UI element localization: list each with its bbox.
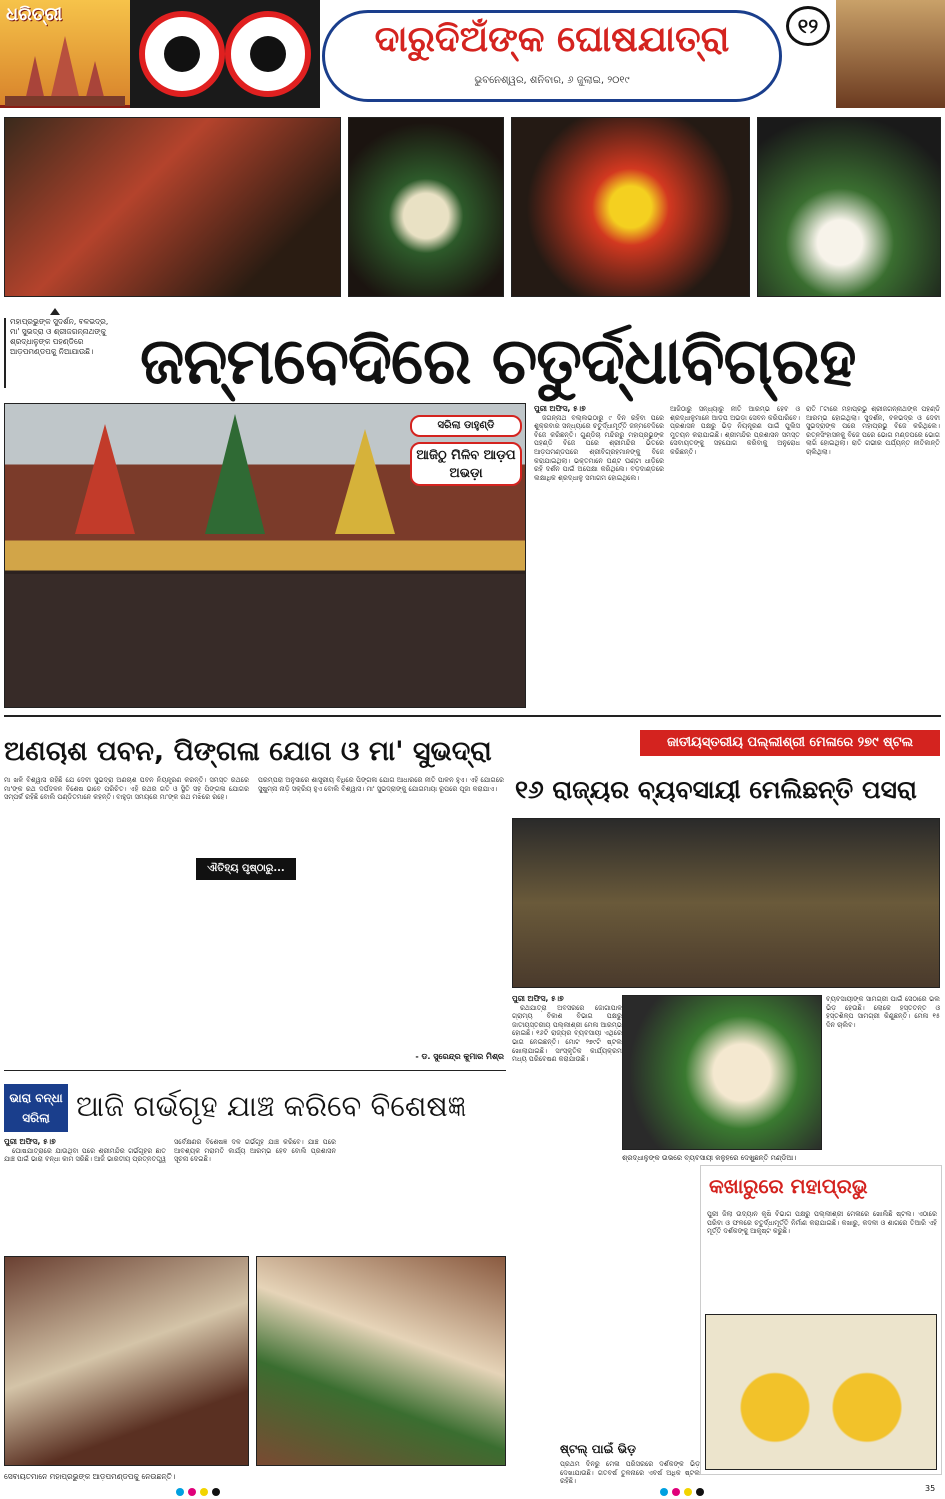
folio: 35	[925, 1484, 936, 1493]
paper-name: ଧରିତ୍ରୀ	[6, 4, 63, 25]
registration-marks	[0, 1485, 945, 1497]
page-number: ୧୨	[786, 6, 830, 46]
photo-caption: ମହାପ୍ରଭୁଙ୍କ ସୁଦର୍ଶନ, ବଳଭଦ୍ର, ମା' ସୁଭଦ୍ରା ଓ ଶ୍ରୀଜଗନ୍ନାଥଙ୍କୁ ଶ୍ରଦ୍ଧାଳୁଙ୍କ ପହଣ୍ଡିରେ ଆଡ଼ପମଣ୍ଡପକୁ ନିଆଯାଉଛି।	[4, 318, 116, 388]
photo-jagannath-pahandi	[757, 117, 941, 297]
jagannath-eyes-graphic	[130, 0, 320, 108]
bottom-photo-caption: ସେବାୟତମାନେ ମହାପ୍ରଭୁଙ୍କ ଆଡ଼ପମଣ୍ଡପକୁ ନେଉଛନ୍ତି।	[4, 1472, 176, 1481]
story5-headline: କଖାରୁରେ ମହାପ୍ରଭୁ	[709, 1174, 868, 1198]
story4-body: ପୁରୀ ଅଫିସ, ୫।୭ ରଥଯାତ୍ରା ଅବସରରେ ଜୋଗାପାଳ ଗ୍ରାମ୍ୟ ବିକାଶ ବିଭାଗ ପକ୍ଷରୁ ଜାତୀୟସ୍ତରୀୟ ପଲ୍ଲୀଶ୍ରୀ ମେଳା ଆରମ୍ଭ ହୋଇଛି। ୧୬ଟି ରାଜ୍ୟର ବ୍ୟବସାୟୀ ଏଥିରେ ଭାଗ ନେଇଛନ୍ତି। ମୋଟ ୨୭୯ଟି ଷ୍ଟଲ ଖୋଲାଯାଇଛି। ସାଂସ୍କୃତିକ କାର୍ଯ୍ୟକ୍ରମ ମଧ୍ୟ ପରିବେଷଣ କରାଯାଉଛି।	[512, 995, 622, 1064]
story2-column-2: ପରମ୍ପରା ଅନୁସାରେ ଶାସ୍ତ୍ରୀୟ ବିଧିରେ ପିଙ୍ଗଳା ଯୋଗ ଆଧାରରେ ନୀତି ପାଳନ ହୁଏ। ଏହି ଯୋଗରେ ସୁଷୁମ୍ନା ନାଡ଼ି ସକ୍ରିୟ ହୁଏ ବୋଲି ବିଶ୍ୱାସ। ମା' ସୁଭଦ୍ରାଙ୍କୁ ଯୋଗମାୟା ରୂପରେ ପୂଜା କରାଯାଏ।	[258, 776, 504, 793]
story4-headline: ୧୬ ରାଜ୍ୟର ବ୍ୟବସାୟୀ ମେଲିଛନ୍ତି ପସରା	[515, 775, 917, 804]
photo-crowd-carrying-deity	[4, 117, 341, 297]
story3-body: ପୁରୀ ଅଫିସ, ୫।୭ ଘୋଷଯାତ୍ରାରେ ଯାଉଥିବା ପରେ ଶ୍ରୀମନ୍ଦିର ଗର୍ଭଗୃହର ଛାତ ଯାଞ୍ଚ ପାଇଁ ଭାରା ବନ୍ଧା କାମ ସରିଛି। ଆଜି ଭାରତୀୟ ପ୍ରତ୍ନତତ୍ତ୍ୱ ସର୍ବେକ୍ଷଣର ବିଶେଷଜ୍ଞ ଦଳ ଗର୍ଭଗୃହ ଯାଞ୍ଚ କରିବେ। ଯାଞ୍ଚ ପରେ ଆବଶ୍ୟକ ମରାମତି କାର୍ଯ୍ୟ ଆରମ୍ଭ ହେବ ବୋଲି ପ୍ରଶାସନ ସୂଚନା ଦେଇଛି।	[4, 1138, 336, 1164]
byline: ପୁରୀ ଅଫିସ, ୫।୭	[4, 1138, 56, 1146]
photo-servitors-with-idol-2	[256, 1256, 506, 1466]
story3-tag: ଭାରା ବନ୍ଧା ସରିଲା	[4, 1084, 68, 1132]
chariot-image	[836, 0, 945, 108]
kicker-box-2: ଆଜିଠୁ ମିଳିବ ଆଡ଼ପ ଅଭଡ଼ା	[410, 442, 522, 486]
temple-icon	[5, 26, 125, 106]
story4-subhead-body: ପ୍ରଥମ ଦିନରୁ ମେଳା ପରିସରରେ ଦର୍ଶକଙ୍କ ଭିଡ଼ ଦେଖାଯାଉଛି। ଗତବର୍ଷ ତୁଳନାରେ ଏବର୍ଷ ଅଧିକ ଷ୍ଟଲ ରହିଛି।	[560, 1460, 700, 1486]
story2-subhead: ଐତିହ୍ୟ ପୃଷ୍ଠାରୁ...	[196, 858, 296, 880]
story4-subhead: ଷ୍ଟଲ୍ ପାଇଁ ଭିଡ଼	[560, 1442, 636, 1456]
lead-column-3: ରାତି ୮ଟାରେ ମହାପ୍ରଭୁ ଶ୍ରୀଜଗନ୍ନାଥଙ୍କ ପହଣ୍ଡି ଆରମ୍ଭ ହୋଇଥିଲା। ସୁଦର୍ଶନ, ବଳଭଦ୍ର ଓ ଦେବୀ ସୁଭଦ୍ରାଙ୍କ ପରେ ମହାପ୍ରଭୁ ବିଜେ କରିଥିଲେ। ରତ୍ନସିଂହାସନକୁ ବିଜେ ପରେ ଭୋଗ ମଣ୍ଡପରେ ଭୋଗ ଲାଗି ହୋଇଥିଲା। ରାତି ଗଭୀର ପର୍ଯ୍ୟନ୍ତ ନୀତିକାନ୍ତି ଚାଲିଥିଲା।	[806, 405, 940, 456]
photo-pumpkin-deities	[705, 1314, 937, 1470]
temple-logo	[0, 0, 130, 108]
photo-servitors-with-idol-1	[4, 1256, 249, 1466]
photo-balabhadra-pahandi	[348, 117, 504, 297]
photo-subhadra-pahandi	[511, 117, 750, 297]
caption-arrow-icon	[50, 308, 60, 315]
story4-photo-caption: ଶ୍ରଦ୍ଧାଳୁଙ୍କ ଉଭରେ ବ୍ୟବସାୟୀ କଳୁହରେ ଦେଖୁଛନ୍ତି ମଣ୍ଡିଆ।	[622, 1154, 797, 1162]
dateline: ଭୁବନେଶ୍ୱର, ଶନିବାର, ୬ ଜୁଲାଇ, ୨୦୧୯	[474, 75, 630, 86]
story4-banner: ଜାତୀୟସ୍ତରୀୟ ପଲ୍ଲୀଶ୍ରୀ ମେଳାରେ ୨୭୯ ଷ୍ଟଲ	[640, 730, 940, 756]
story4-body-right: ବ୍ୟବସାୟୀଙ୍କ ସାମଗ୍ରୀ ପାଇଁ ସେଠାରେ ଭଲ ଭିଡ଼ ହେଉଛି। ଲୋକେ ହସ୍ତତନ୍ତ ଓ ହସ୍ତଶିଳ୍ପ ସାମଗ୍ରୀ କିଣୁଛନ୍ତି। ମେଳା ୧୫ ଦିନ ଚାଲିବ।	[826, 995, 940, 1029]
story5-box: କଖାରୁରେ ମହାପ୍ରଭୁ ପୁରୀ ଜିଲା ଉଦ୍ୟାନ କୃଷି ବିଭାଗ ପକ୍ଷରୁ ପଲ୍ଲୀଶ୍ରୀ ମେଳାରେ ଖୋଲିଛି ଷ୍ଟଲ। ଏଠାରେ ପରିବା ଓ ଫଳରେ ଚତୁର୍ଦ୍ଧାମୂର୍ତ୍ତି ନିର୍ମାଣ କରାଯାଇଛି। କଖାରୁ, କଦଳୀ ଓ ଶାଗରେ ତିଆରି ଏହି ମୂର୍ତ୍ତି ଦର୍ଶକଙ୍କୁ ଆକୃଷ୍ଟ କରୁଛି।	[700, 1165, 942, 1475]
masthead	[0, 0, 945, 112]
story2-author: - ଡ. ସୁରେନ୍ଦ୍ର କୁମାର ମିଶ୍ର	[415, 1052, 504, 1061]
lead-column-1: ପୁରୀ ଅଫିସ, ୫।୭ ଜଗନ୍ନାଥ ବଲ୍ଲଭଠାରୁ ୯ ଦିନ ରହିବା ପରେ ଶୁକ୍ରବାର ସନ୍ଧ୍ୟାରେ ଚତୁର୍ଦ୍ଧାମୂର୍ତ୍ତି ଜନ୍ମବେଦିରେ ବିଜେ କରିଛନ୍ତି। ଗୁଣ୍ଡିଚା ମନ୍ଦିରରୁ ମହାପ୍ରଭୁଙ୍କ ପହଣ୍ଡି ବିଜେ ପରେ ଶ୍ରୀମନ୍ଦିର ଭିତରେ ଆଡ଼ପମଣ୍ଡପରେ ଶ୍ରୀବିଗ୍ରହମାନଙ୍କୁ ବିଜେ କରାଯାଇଥିଲା। ଭକ୍ତମାନେ ଘଣ୍ଟ ଘଣ୍ଟା ଧାଡ଼ିରେ ରହି ଦର୍ଶନ ପାଇଁ ଅପେକ୍ଷା କରିଥିଲେ। ବଡ଼ଦାଣ୍ଡରେ ଲକ୍ଷାଧିକ ଶ୍ରଦ୍ଧାଳୁ ସମାଗମ ହୋଇଥିଲେ।	[534, 405, 664, 482]
kicker-box-1: ସରିଲା ଡାହୁଣ୍ଡି	[410, 415, 522, 437]
lead-headline: ଜନ୍ମବେଦିରେ ଚତୁର୍ଦ୍ଧାବିଗ୍ରହ	[140, 325, 856, 399]
byline: ପୁରୀ ଅଫିସ, ୫।୭	[512, 995, 564, 1003]
lead-column-2: ଆଜିଠାରୁ ସନ୍ଧ୍ୟାରୁ ନୀତି ଆରମ୍ଭ ହେବ ଓ ଶ୍ରଦ୍ଧାଳୁମାନେ ଆଡ଼ପ ଅଭଡ଼ା ସେବନ କରିପାରିବେ। ପ୍ରଶାସନ ପକ୍ଷରୁ ଭିଡ଼ ନିୟନ୍ତ୍ରଣ ପାଇଁ ପୁଲିସ ମୁତୟନ କରାଯାଇଛି। ଶ୍ରୀମନ୍ଦିର ପ୍ରଶାସନ ସମସ୍ତ ସେବାୟତଙ୍କୁ ସହଯୋଗ କରିବାକୁ ଅନୁରୋଧ କରିଛନ୍ତି।	[670, 405, 800, 456]
byline: ପୁରୀ ଅଫିସ, ୫।୭	[534, 405, 586, 413]
story2-column-1: ମା ଖଳି ବିଶ୍ୱାସ ରହିଛି ଯେ ଦେବୀ ସୁଭଦ୍ରା ଅଣଚାଶ ପବନ ନିୟନ୍ତ୍ରଣ କରନ୍ତି। ସମସ୍ତ ରଥରେ ମା'ଙ୍କ ରଥ ଦର୍ପଦଳନ ବିଶେଷ ଭାବେ ପରିଚିତ। ଏହି ରଥର ଗତି ଓ ସ୍ଥିତି ସହ ପିଙ୍ଗଳା ଯୋଗର ସମ୍ପର୍କ ରହିଛି ବୋଲି ପଣ୍ଡିତମାନେ କହନ୍ତି। ବାହୁଡ଼ା ସମୟରେ ମା'ଙ୍କ ରଥ ମଝିରେ ରହେ।	[4, 776, 249, 802]
photo-vegetable-deity-stall	[622, 995, 822, 1150]
story2-headline: ଅଣଚାଶ ପବନ, ପିଙ୍ଗଳା ଯୋଗ ଓ ମା' ସୁଭଦ୍ରା	[4, 736, 492, 767]
story3-headline: ଆଜି ଗର୍ଭଗୃହ ଯାଞ୍ଚ କରିବେ ବିଶେଷଜ୍ଞ	[76, 1089, 467, 1123]
photo-pallishree-stage	[512, 818, 940, 988]
page-title: ଦାରୁଦିଅଁଙ୍କ ଘୋଷଯାତ୍ରା	[374, 19, 730, 60]
